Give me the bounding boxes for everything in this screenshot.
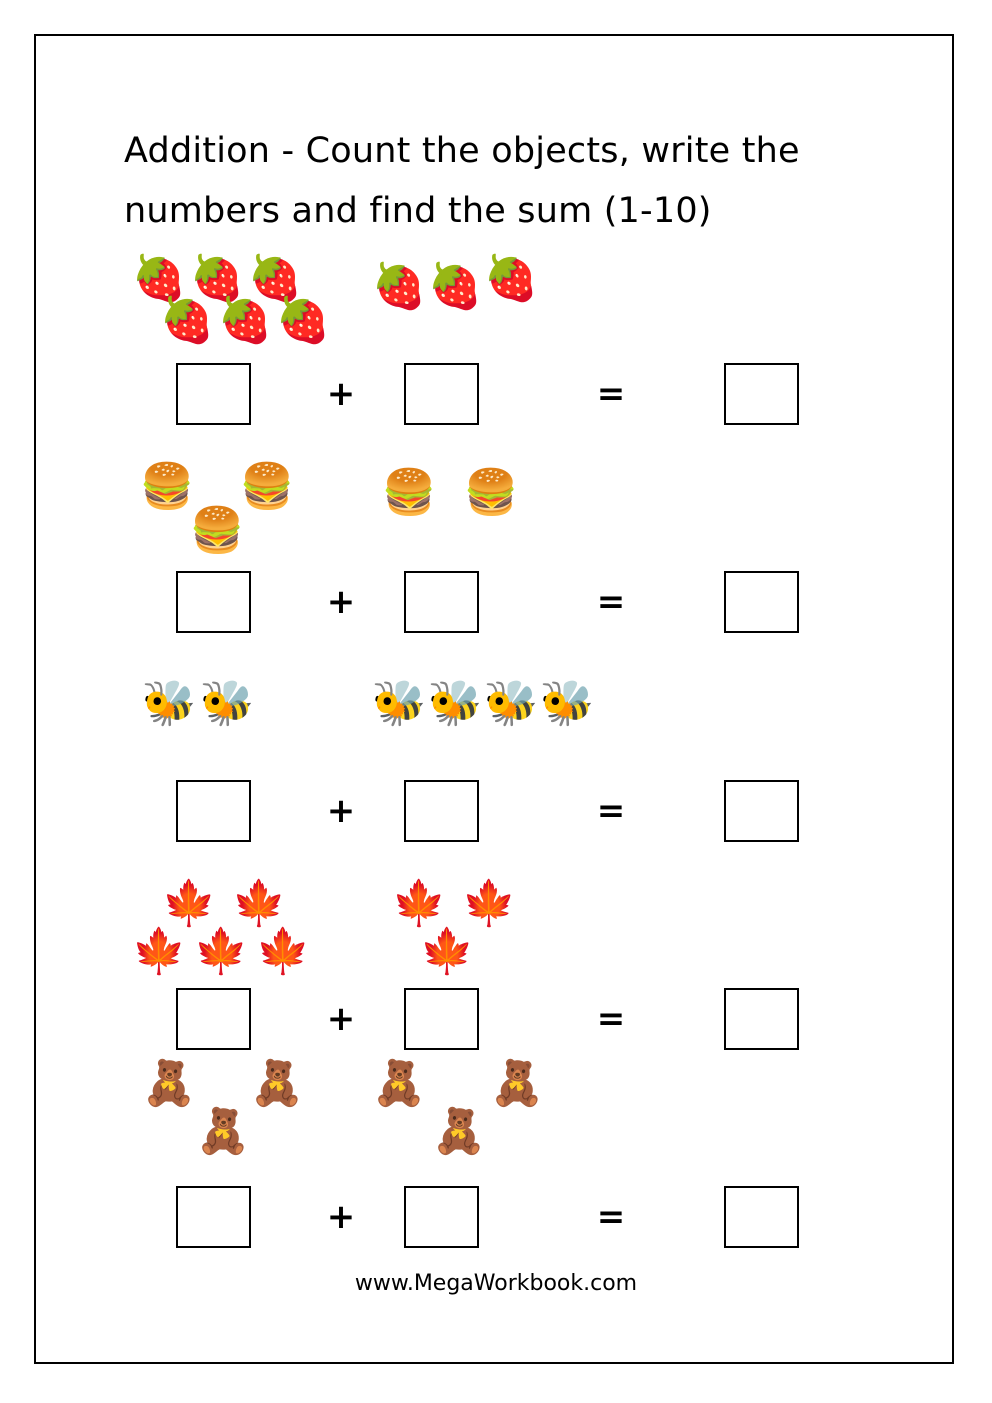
maple-leaf-icon: 🍁 — [255, 926, 311, 977]
page-title-line-1: Addition - Count the objects, write the — [124, 131, 800, 171]
addend-2-box[interactable] — [404, 1186, 479, 1248]
strawberry-icon: 🍓 — [217, 295, 273, 346]
problem-row — [36, 668, 956, 883]
strawberry-icon: 🍓 — [275, 295, 331, 346]
teddy-bear-icon: 🧸 — [195, 1106, 251, 1157]
hamburger-icon: 🍔 — [139, 461, 195, 512]
bee-icon: 🐝 — [427, 678, 483, 729]
bee-icon: 🐝 — [141, 678, 197, 729]
object-group-left — [131, 1056, 346, 1156]
strawberry-icon: 🍓 — [483, 253, 539, 304]
plus-symbol: + — [326, 374, 356, 414]
addend-2-box[interactable] — [404, 363, 479, 425]
problem-row — [36, 251, 956, 466]
bee-icon: 🐝 — [199, 678, 255, 729]
teddy-bear-icon: 🧸 — [249, 1058, 305, 1109]
hamburger-icon: 🍔 — [463, 467, 519, 518]
equals-symbol: = — [596, 374, 626, 414]
maple-leaf-icon: 🍁 — [231, 878, 287, 929]
object-group-right — [371, 251, 601, 351]
sum-box[interactable] — [724, 363, 799, 425]
object-group-right — [371, 1056, 601, 1156]
object-group-left — [131, 668, 346, 768]
bee-icon: 🐝 — [539, 678, 595, 729]
page-title — [124, 121, 884, 241]
teddy-bear-icon: 🧸 — [141, 1058, 197, 1109]
bee-icon: 🐝 — [371, 678, 427, 729]
plus-symbol: + — [326, 791, 356, 831]
object-group-right — [371, 459, 601, 559]
addend-1-box[interactable] — [176, 363, 251, 425]
object-group-right — [371, 668, 601, 768]
maple-leaf-icon: 🍁 — [193, 926, 249, 977]
addend-1-box[interactable] — [176, 988, 251, 1050]
object-group-left — [131, 459, 346, 559]
addend-1-box[interactable] — [176, 780, 251, 842]
equals-symbol: = — [596, 1197, 626, 1237]
equals-symbol: = — [596, 999, 626, 1039]
teddy-bear-icon: 🧸 — [371, 1058, 427, 1109]
equals-symbol: = — [596, 582, 626, 622]
worksheet-page — [34, 34, 954, 1364]
plus-symbol: + — [326, 1197, 356, 1237]
answer-line — [36, 780, 956, 850]
problem-row — [36, 1056, 956, 1271]
addend-2-box[interactable] — [404, 988, 479, 1050]
bee-icon: 🐝 — [483, 678, 539, 729]
addend-1-box[interactable] — [176, 1186, 251, 1248]
strawberry-icon: 🍓 — [131, 253, 187, 304]
answer-line — [36, 988, 956, 1058]
object-group-right — [371, 876, 601, 976]
maple-leaf-icon: 🍁 — [391, 878, 447, 929]
hamburger-icon: 🍔 — [239, 461, 295, 512]
sum-box[interactable] — [724, 780, 799, 842]
equals-symbol: = — [596, 791, 626, 831]
answer-line — [36, 1186, 956, 1256]
sum-box[interactable] — [724, 1186, 799, 1248]
object-group-left — [131, 876, 346, 976]
strawberry-icon: 🍓 — [427, 261, 483, 312]
answer-line — [36, 571, 956, 641]
page-title-line-2: numbers and find the sum (1-10) — [124, 191, 712, 231]
hamburger-icon: 🍔 — [189, 505, 245, 556]
answer-line — [36, 363, 956, 433]
strawberry-icon: 🍓 — [189, 253, 245, 304]
maple-leaf-icon: 🍁 — [419, 926, 475, 977]
strawberry-icon: 🍓 — [247, 253, 303, 304]
sum-box[interactable] — [724, 988, 799, 1050]
addend-2-box[interactable] — [404, 571, 479, 633]
strawberry-icon: 🍓 — [371, 261, 427, 312]
teddy-bear-icon: 🧸 — [489, 1058, 545, 1109]
teddy-bear-icon: 🧸 — [431, 1106, 487, 1157]
sum-box[interactable] — [724, 571, 799, 633]
addend-1-box[interactable] — [176, 571, 251, 633]
strawberry-icon: 🍓 — [159, 295, 215, 346]
plus-symbol: + — [326, 582, 356, 622]
addend-2-box[interactable] — [404, 780, 479, 842]
maple-leaf-icon: 🍁 — [461, 878, 517, 929]
plus-symbol: + — [326, 999, 356, 1039]
maple-leaf-icon: 🍁 — [131, 926, 187, 977]
problem-row — [36, 459, 956, 674]
hamburger-icon: 🍔 — [381, 467, 437, 518]
footer-url: www.MegaWorkbook.com — [354, 1271, 638, 1296]
object-group-left — [131, 251, 346, 351]
maple-leaf-icon: 🍁 — [161, 878, 217, 929]
